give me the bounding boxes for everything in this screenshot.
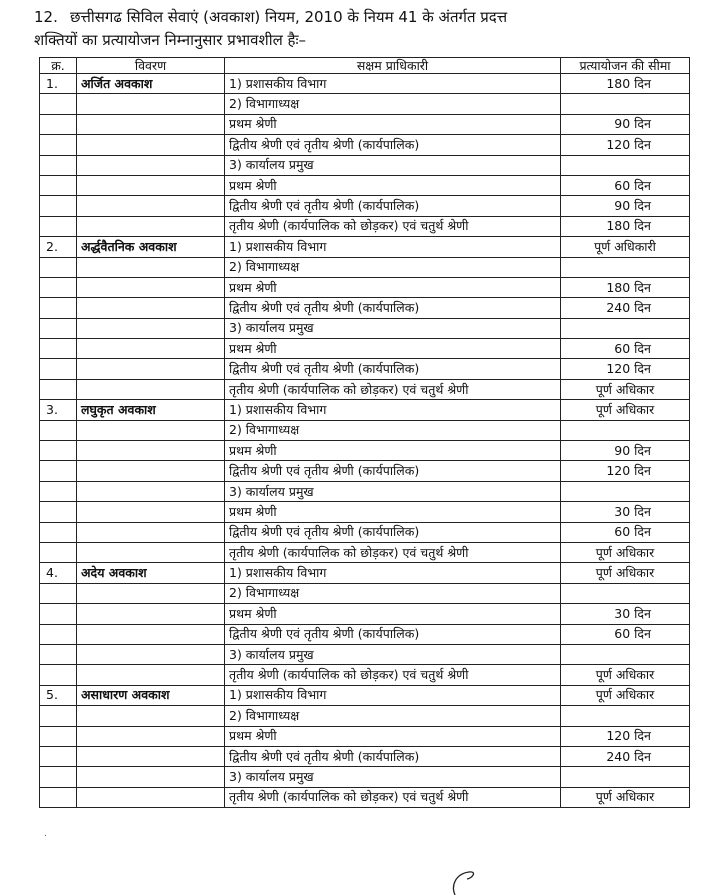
table-row	[40, 74, 690, 94]
cell-leave-type	[77, 481, 225, 501]
cell-authority: 3) कार्यालय प्रमुख	[225, 644, 561, 664]
cell-leave-type	[77, 644, 225, 664]
cell-authority: द्वितीय श्रेणी एवं तृतीय श्रेणी (कार्यपालिक)	[225, 461, 561, 481]
cell-limit	[561, 155, 690, 175]
cell-authority: 1) प्रशासकीय विभाग	[225, 237, 561, 257]
cell-serial: 2.	[40, 237, 77, 257]
table-row	[40, 787, 690, 807]
cell-serial	[40, 94, 77, 114]
cell-leave-type	[77, 175, 225, 195]
cell-leave-type	[77, 135, 225, 155]
cell-authority: 1) प्रशासकीय विभाग	[225, 74, 561, 94]
intro-line-2: शक्तियों का प्रत्यायोजन निम्नानुसार प्रभावशील हैः–	[34, 31, 307, 49]
cell-leave-type	[77, 379, 225, 399]
cell-authority: 2) विभागाध्यक्ष	[225, 583, 561, 603]
table-row	[40, 400, 690, 420]
table-row	[40, 502, 690, 522]
cell-leave-type: अर्द्धवैतनिक अवकाश	[77, 237, 225, 257]
table-row	[40, 542, 690, 562]
table-row	[40, 420, 690, 440]
cell-limit: 120 दिन	[561, 461, 690, 481]
table-row	[40, 461, 690, 481]
cell-leave-type	[77, 114, 225, 134]
table-row	[40, 665, 690, 685]
cell-limit: पूर्ण अधिकार	[561, 665, 690, 685]
table-row	[40, 359, 690, 379]
cell-limit: 60 दिन	[561, 624, 690, 644]
table-row	[40, 298, 690, 318]
cell-leave-type: अदेय अवकाश	[77, 563, 225, 583]
cell-limit: 60 दिन	[561, 175, 690, 195]
intro-text-1: छत्तीसगढ सिविल सेवाएं (अवकाश) नियम, 2010 के नियम 41 के अंतर्गत प्रदत्त	[70, 8, 508, 26]
cell-leave-type	[77, 257, 225, 277]
page-mark: .	[44, 829, 47, 839]
table-row	[40, 563, 690, 583]
cell-leave-type	[77, 604, 225, 624]
cell-limit: 180 दिन	[561, 277, 690, 297]
cell-serial	[40, 624, 77, 644]
cell-limit: पूर्ण अधिकार	[561, 400, 690, 420]
cell-authority: प्रथम श्रेणी	[225, 604, 561, 624]
cell-serial	[40, 542, 77, 562]
header-authority: सक्षम प्राधिकारी	[225, 58, 561, 74]
table-row	[40, 135, 690, 155]
cell-leave-type	[77, 155, 225, 175]
table-row	[40, 685, 690, 705]
cell-limit: 240 दिन	[561, 746, 690, 766]
cell-limit	[561, 481, 690, 501]
cell-authority: प्रथम श्रेणी	[225, 339, 561, 359]
cell-authority: तृतीय श्रेणी (कार्यपालिक को छोड़कर) एवं चतुर्थ श्रेणी	[225, 665, 561, 685]
cell-authority: 1) प्रशासकीय विभाग	[225, 685, 561, 705]
cell-limit: 180 दिन	[561, 216, 690, 236]
cell-serial	[40, 665, 77, 685]
table-row	[40, 196, 690, 216]
table-row	[40, 522, 690, 542]
cell-leave-type	[77, 441, 225, 461]
cell-serial	[40, 746, 77, 766]
table-row	[40, 318, 690, 338]
cell-limit: 90 दिन	[561, 196, 690, 216]
cell-limit: 120 दिन	[561, 726, 690, 746]
cell-serial	[40, 175, 77, 195]
cell-serial	[40, 216, 77, 236]
cell-limit: 30 दिन	[561, 604, 690, 624]
cell-serial	[40, 441, 77, 461]
cell-authority: प्रथम श्रेणी	[225, 502, 561, 522]
cell-leave-type	[77, 461, 225, 481]
cell-serial	[40, 420, 77, 440]
cell-serial	[40, 318, 77, 338]
table-row	[40, 216, 690, 236]
cell-authority: 1) प्रशासकीय विभाग	[225, 400, 561, 420]
cell-limit: 90 दिन	[561, 441, 690, 461]
table-row	[40, 94, 690, 114]
cell-leave-type	[77, 298, 225, 318]
header-description: विवरण	[77, 58, 225, 74]
table-row	[40, 441, 690, 461]
cell-leave-type	[77, 706, 225, 726]
cell-limit	[561, 94, 690, 114]
cell-serial	[40, 196, 77, 216]
cell-serial	[40, 379, 77, 399]
cell-limit: पूर्ण अधिकार	[561, 379, 690, 399]
cell-limit: 60 दिन	[561, 522, 690, 542]
cell-authority: प्रथम श्रेणी	[225, 277, 561, 297]
cell-leave-type	[77, 624, 225, 644]
cell-serial	[40, 583, 77, 603]
cell-leave-type	[77, 359, 225, 379]
table-row	[40, 277, 690, 297]
cell-limit	[561, 644, 690, 664]
cell-leave-type: असाधारण अवकाश	[77, 685, 225, 705]
cell-leave-type	[77, 94, 225, 114]
cell-limit: पूर्ण अधिकार	[561, 685, 690, 705]
cell-authority: प्रथम श्रेणी	[225, 175, 561, 195]
cell-authority: 3) कार्यालय प्रमुख	[225, 318, 561, 338]
cell-leave-type: अर्जित अवकाश	[77, 74, 225, 94]
cell-authority: द्वितीय श्रेणी एवं तृतीय श्रेणी (कार्यपालिक)	[225, 624, 561, 644]
table-row	[40, 237, 690, 257]
cell-serial: 1.	[40, 74, 77, 94]
cell-leave-type	[77, 726, 225, 746]
cell-serial: 3.	[40, 400, 77, 420]
cell-leave-type	[77, 767, 225, 787]
header-limit: प्रत्यायोजन की सीमा	[561, 58, 690, 74]
table-row	[40, 114, 690, 134]
cell-limit	[561, 318, 690, 338]
cell-authority: प्रथम श्रेणी	[225, 114, 561, 134]
cell-leave-type	[77, 665, 225, 685]
cell-serial	[40, 298, 77, 318]
cell-serial: 5.	[40, 685, 77, 705]
cell-authority: 2) विभागाध्यक्ष	[225, 94, 561, 114]
cell-serial	[40, 706, 77, 726]
table-row	[40, 175, 690, 195]
table-header-row	[40, 58, 690, 74]
cell-serial	[40, 155, 77, 175]
cell-authority: 2) विभागाध्यक्ष	[225, 706, 561, 726]
cell-serial: 4.	[40, 563, 77, 583]
cell-authority: प्रथम श्रेणी	[225, 441, 561, 461]
table-row	[40, 624, 690, 644]
cell-authority: तृतीय श्रेणी (कार्यपालिक को छोड़कर) एवं चतुर्थ श्रेणी	[225, 379, 561, 399]
cell-limit: 240 दिन	[561, 298, 690, 318]
cell-limit: पूर्ण अधिकार	[561, 563, 690, 583]
cell-limit	[561, 257, 690, 277]
cell-leave-type	[77, 502, 225, 522]
cell-serial	[40, 726, 77, 746]
cell-serial	[40, 767, 77, 787]
cell-limit	[561, 583, 690, 603]
cell-limit: पूर्ण अधिकारी	[561, 237, 690, 257]
cell-leave-type	[77, 787, 225, 807]
cell-serial	[40, 135, 77, 155]
cell-limit: पूर्ण अधिकार	[561, 787, 690, 807]
cell-leave-type	[77, 339, 225, 359]
cell-leave-type	[77, 318, 225, 338]
table-row	[40, 481, 690, 501]
cell-limit	[561, 706, 690, 726]
cell-serial	[40, 461, 77, 481]
cell-limit	[561, 767, 690, 787]
table-row	[40, 726, 690, 746]
delegation-table	[39, 57, 690, 808]
cell-leave-type: लघुकृत अवकाश	[77, 400, 225, 420]
section-number: 12.	[34, 8, 58, 26]
cell-serial	[40, 502, 77, 522]
cell-leave-type	[77, 277, 225, 297]
cell-serial	[40, 481, 77, 501]
intro-line-1	[34, 6, 684, 29]
cell-serial	[40, 522, 77, 542]
cell-serial	[40, 257, 77, 277]
cell-limit: 120 दिन	[561, 135, 690, 155]
cell-leave-type	[77, 522, 225, 542]
cell-leave-type	[77, 746, 225, 766]
table-row	[40, 644, 690, 664]
table-row	[40, 257, 690, 277]
cell-serial	[40, 604, 77, 624]
cell-serial	[40, 359, 77, 379]
cell-authority: द्वितीय श्रेणी एवं तृतीय श्रेणी (कार्यपालिक)	[225, 135, 561, 155]
cell-serial	[40, 114, 77, 134]
cell-limit	[561, 420, 690, 440]
table-row	[40, 379, 690, 399]
cell-serial	[40, 339, 77, 359]
cell-authority: द्वितीय श्रेणी एवं तृतीय श्रेणी (कार्यपालिक)	[225, 196, 561, 216]
cell-authority: द्वितीय श्रेणी एवं तृतीय श्रेणी (कार्यपालिक)	[225, 746, 561, 766]
table-row	[40, 746, 690, 766]
cell-authority: 3) कार्यालय प्रमुख	[225, 155, 561, 175]
table-body	[40, 74, 690, 808]
cell-authority: तृतीय श्रेणी (कार्यपालिक को छोड़कर) एवं चतुर्थ श्रेणी	[225, 542, 561, 562]
table-row	[40, 706, 690, 726]
cell-authority: तृतीय श्रेणी (कार्यपालिक को छोड़कर) एवं चतुर्थ श्रेणी	[225, 216, 561, 236]
cell-limit: 60 दिन	[561, 339, 690, 359]
table-row	[40, 767, 690, 787]
cell-serial	[40, 787, 77, 807]
signature-mark	[425, 870, 485, 895]
intro-paragraph	[34, 6, 684, 52]
table-row	[40, 583, 690, 603]
cell-leave-type	[77, 583, 225, 603]
cell-limit: 180 दिन	[561, 74, 690, 94]
cell-limit: 120 दिन	[561, 359, 690, 379]
cell-leave-type	[77, 542, 225, 562]
cell-limit: 90 दिन	[561, 114, 690, 134]
cell-limit: 30 दिन	[561, 502, 690, 522]
cell-serial	[40, 277, 77, 297]
cell-authority: द्वितीय श्रेणी एवं तृतीय श्रेणी (कार्यपालिक)	[225, 522, 561, 542]
table-row	[40, 155, 690, 175]
cell-authority: प्रथम श्रेणी	[225, 726, 561, 746]
cell-authority: 2) विभागाध्यक्ष	[225, 420, 561, 440]
cell-authority: द्वितीय श्रेणी एवं तृतीय श्रेणी (कार्यपालिक)	[225, 298, 561, 318]
cell-limit: पूर्ण अधिकार	[561, 542, 690, 562]
cell-authority: 2) विभागाध्यक्ष	[225, 257, 561, 277]
cell-authority: तृतीय श्रेणी (कार्यपालिक को छोड़कर) एवं चतुर्थ श्रेणी	[225, 787, 561, 807]
cell-authority: द्वितीय श्रेणी एवं तृतीय श्रेणी (कार्यपालिक)	[225, 359, 561, 379]
cell-authority: 3) कार्यालय प्रमुख	[225, 481, 561, 501]
cell-serial	[40, 644, 77, 664]
cell-authority: 1) प्रशासकीय विभाग	[225, 563, 561, 583]
cell-authority: 3) कार्यालय प्रमुख	[225, 767, 561, 787]
cell-leave-type	[77, 196, 225, 216]
cell-leave-type	[77, 420, 225, 440]
table-row	[40, 339, 690, 359]
cell-leave-type	[77, 216, 225, 236]
table-row	[40, 604, 690, 624]
header-serial: क्र.	[40, 58, 77, 74]
